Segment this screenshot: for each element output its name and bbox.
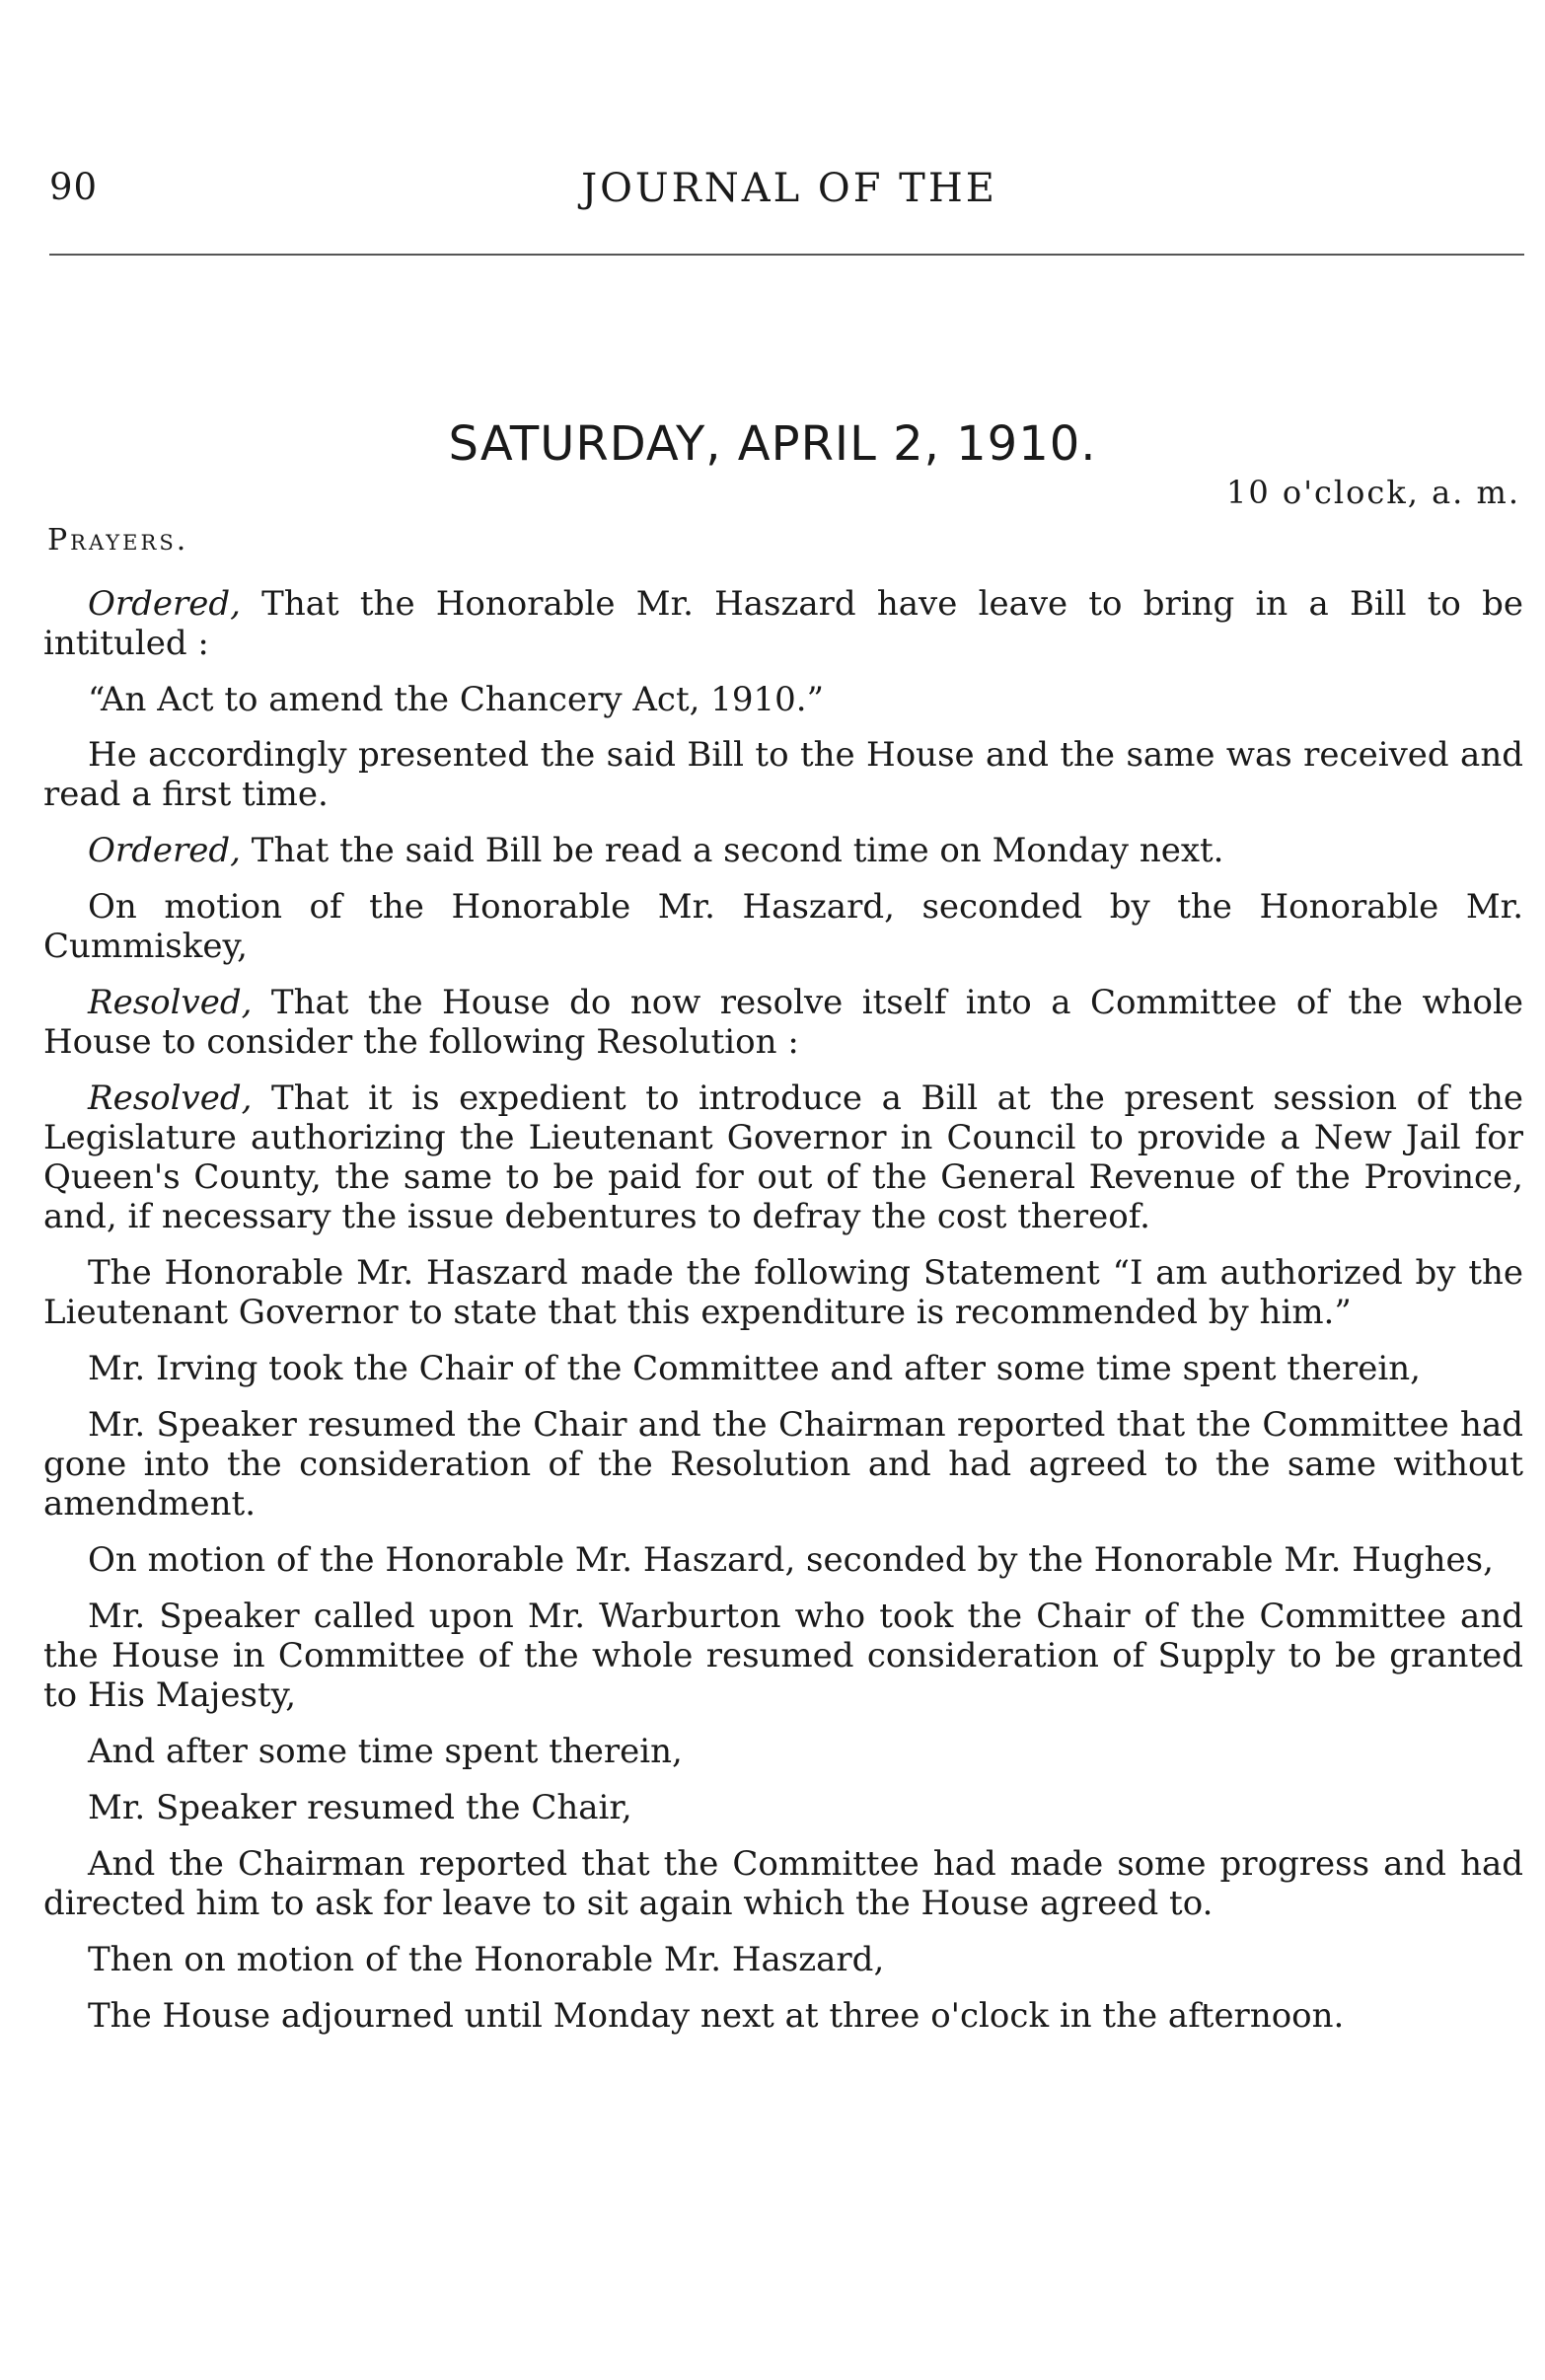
paragraph <box>43 1405 1523 1524</box>
paragraph-text: And the Chairman reported that the Committee had made some progress and had directed him to ask for leave to sit again which the House agreed to. <box>43 1844 1523 1923</box>
paragraph-text: On motion of the Honorable Mr. Haszard, seconded by the Honorable Mr. Hughes, <box>88 1540 1494 1580</box>
prayers-label: Prayers. <box>47 523 189 558</box>
paragraph <box>43 584 1523 663</box>
paragraph <box>43 831 1523 870</box>
paragraph-text: Mr. Irving took the Chair of the Committee and after some time spent therein, <box>88 1349 1421 1388</box>
paragraph <box>43 887 1523 966</box>
paragraph-text: The House adjourned until Monday next at three o'clock in the afternoon. <box>88 1996 1345 2036</box>
paragraph-text: Mr. Speaker resumed the Chair and the Chairman reported that the Committee had gone into the consideration of the Resolution and had agreed to the same without amendment. <box>43 1405 1523 1524</box>
date-heading: SATURDAY, APRIL 2, 1910. <box>448 416 1097 472</box>
bill-title <box>43 680 1523 719</box>
paragraph-text: And after some time spent therein, <box>88 1732 683 1771</box>
paragraph <box>43 1597 1523 1715</box>
paragraph-text: That the said Bill be read a second time on Monday next. <box>240 831 1224 870</box>
paragraph <box>43 1253 1523 1332</box>
paragraph <box>43 1844 1523 1923</box>
page-header <box>49 166 1529 225</box>
paragraph-text: The Honorable Mr. Haszard made the following Statement “I am authorized by the Lieutenant Governor to state that this expenditure is recommended by him.” <box>43 1253 1523 1332</box>
header-rule <box>49 254 1524 256</box>
paragraph <box>43 1732 1523 1771</box>
running-head: JOURNAL OF THE <box>581 166 997 211</box>
paragraph-text: Mr. Speaker resumed the Chair, <box>88 1788 632 1827</box>
paragraph-text: On motion of the Honorable Mr. Haszard, seconded by the Honorable Mr. Cummiskey, <box>43 887 1523 966</box>
paragraph <box>43 1940 1523 1979</box>
paragraph <box>43 1788 1523 1827</box>
journal-body <box>43 584 1523 2052</box>
paragraph-text: That the House do now resolve itself into a Committee of the whole House to consider the following Resolution : <box>43 983 1523 1062</box>
paragraph-text: That it is expedient to introduce a Bill at the present session of the Legislature authorizing the Lieutenant Governor in Council to provide a New Jail for Queen's County, the same to be paid for out of the General Revenue of the Province, and, if necessary the issue debentures to defray the cost thereof. <box>43 1078 1523 1236</box>
paragraph <box>43 1349 1523 1388</box>
paragraph <box>43 983 1523 1062</box>
paragraph-text: Then on motion of the Honorable Mr. Haszard, <box>88 1940 885 1979</box>
paragraph <box>43 1996 1523 2036</box>
paragraph-lead: Ordered, <box>88 831 241 870</box>
session-time: 10 o'clock, a. m. <box>1226 474 1520 511</box>
paragraph <box>43 1540 1523 1580</box>
paragraph-lead: Resolved, <box>88 983 253 1022</box>
paragraph-text: That the Honorable Mr. Haszard have leave to bring in a Bill to be intituled : <box>43 584 1523 663</box>
page-number: 90 <box>49 166 99 208</box>
paragraph <box>43 1078 1523 1236</box>
paragraph-lead: Resolved, <box>88 1078 253 1118</box>
paragraph-lead: Ordered, <box>88 584 241 624</box>
paragraph-text: He accordingly presented the said Bill to the House and the same was received and read a first time. <box>43 735 1523 814</box>
paragraph <box>43 735 1523 814</box>
paragraph-text: “An Act to amend the Chancery Act, 1910.” <box>88 680 824 719</box>
paragraph-text: Mr. Speaker called upon Mr. Warburton who took the Chair of the Committee and the House in Committee of the whole resumed consideration of Supply to be granted to His Majesty, <box>43 1597 1523 1715</box>
